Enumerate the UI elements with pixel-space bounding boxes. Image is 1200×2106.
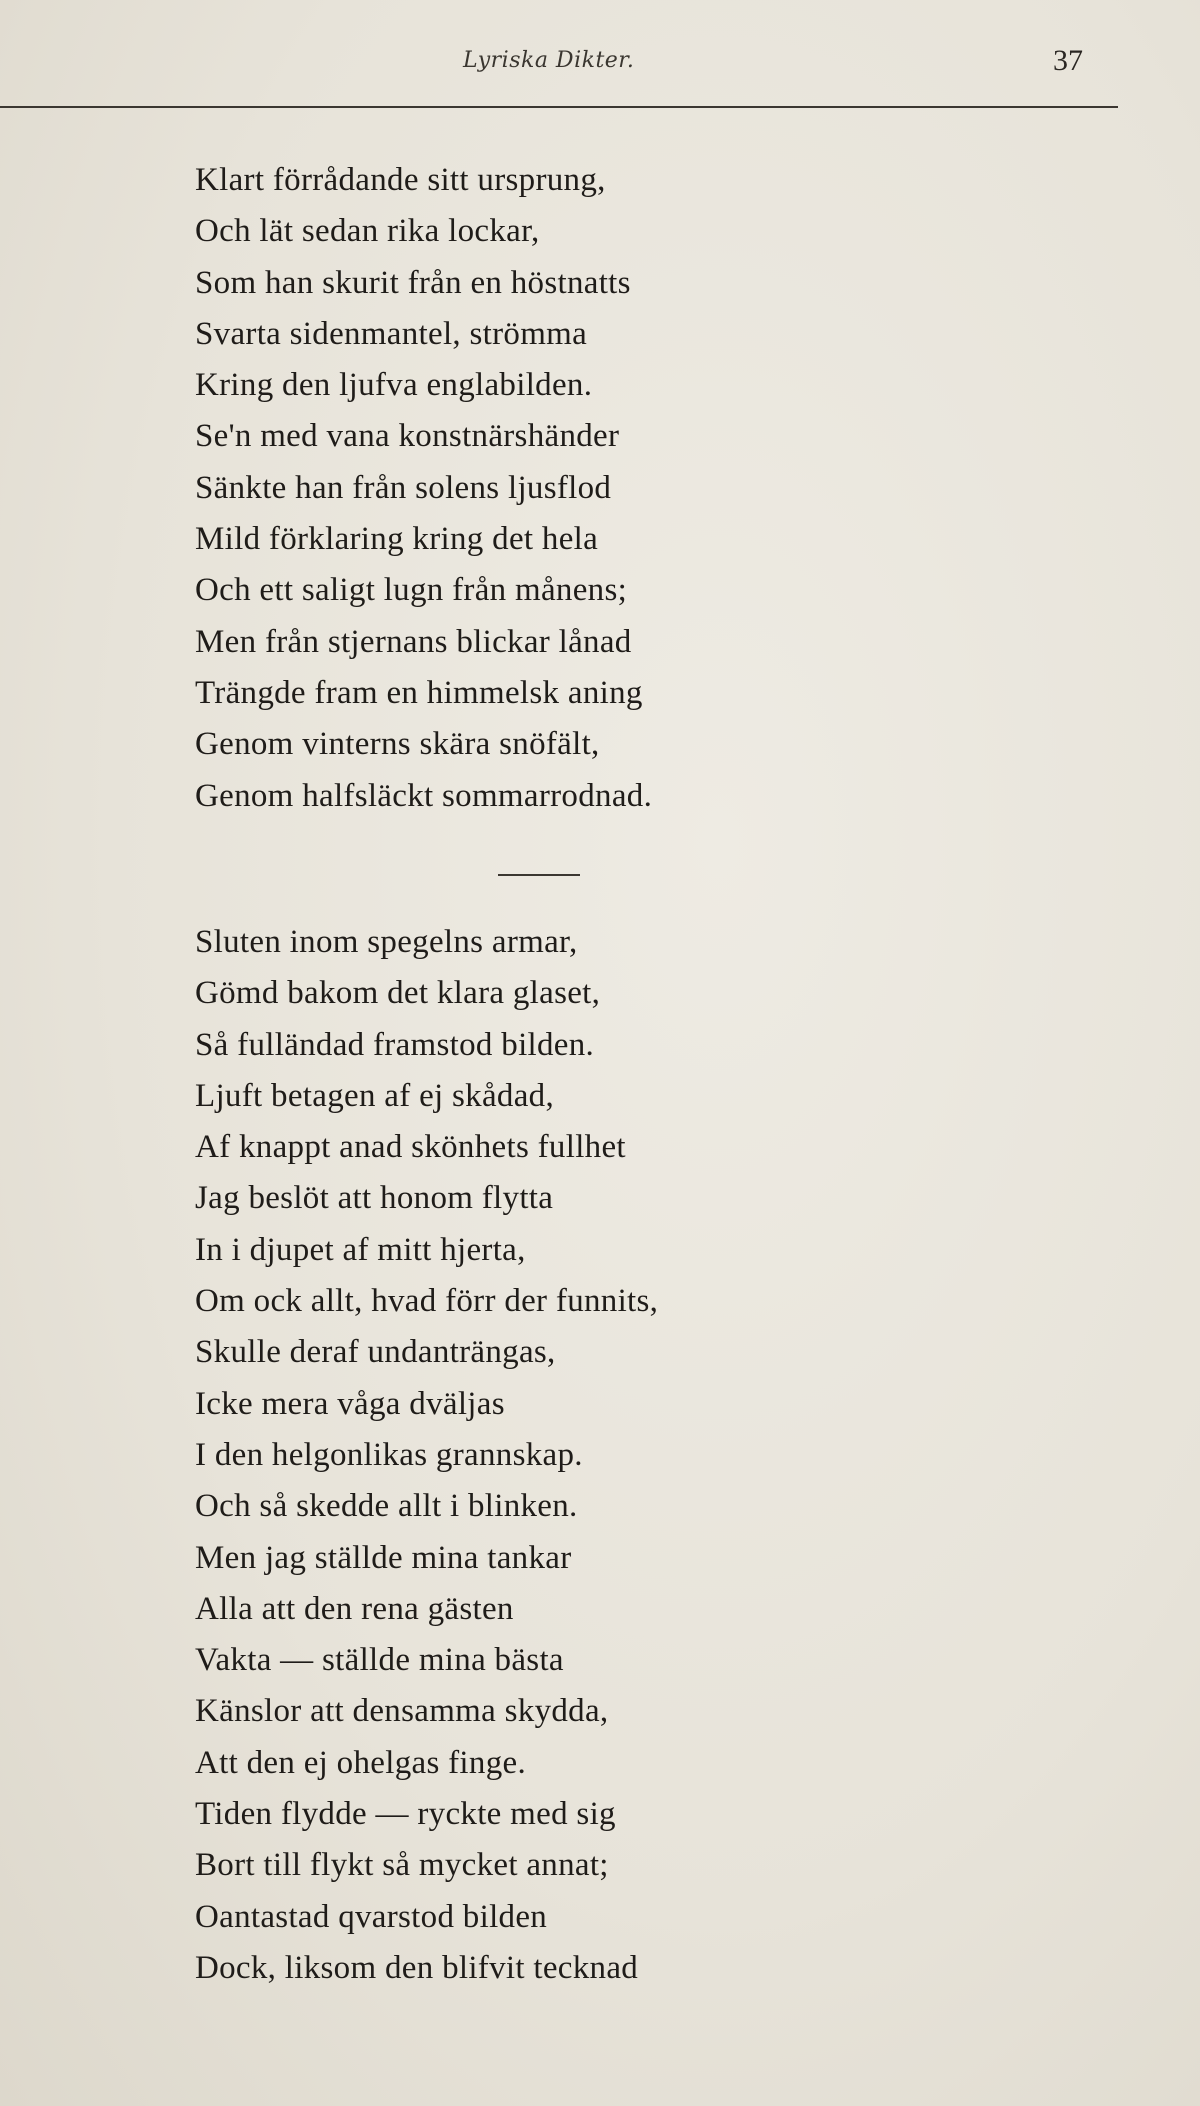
poem-line: Mild förklaring kring det hela bbox=[195, 521, 599, 558]
poem-line: Så fulländad framstod bilden. bbox=[195, 1026, 595, 1063]
poem-line: Gömd bakom det klara glaset, bbox=[195, 975, 601, 1012]
poem-line: Alla att den rena gästen bbox=[195, 1590, 514, 1627]
poem-line: Trängde fram en himmelsk aning bbox=[195, 674, 643, 711]
poem-line: Dock, liksom den blifvit tecknad bbox=[195, 1949, 639, 1986]
poem-stanza-2 bbox=[195, 917, 658, 1994]
poem-line: Genom vinterns skära snöfält, bbox=[195, 726, 600, 763]
poem-line: Ljuft betagen af ej skådad, bbox=[195, 1077, 555, 1114]
page-number: 37 bbox=[1053, 44, 1083, 77]
poem-line: Bort till flykt så mycket annat; bbox=[195, 1847, 609, 1884]
poem-line: Jag beslöt att honom flytta bbox=[195, 1180, 554, 1217]
poem-line: Svarta sidenmantel, strömma bbox=[195, 315, 588, 352]
poem-line: Om ock allt, hvad förr der funnits, bbox=[195, 1283, 659, 1320]
header-rule bbox=[0, 106, 1118, 108]
poem-line: Vakta — ställde mina bästa bbox=[195, 1642, 564, 1679]
poem-line: Och lät sedan rika lockar, bbox=[195, 213, 540, 250]
poem-line: Skulle deraf undanträngas, bbox=[195, 1334, 556, 1371]
poem-line: In i djupet af mitt hjerta, bbox=[195, 1231, 526, 1268]
poem-line: Kring den ljufva englabilden. bbox=[195, 367, 593, 404]
running-title: Lyriska Dikter. bbox=[463, 48, 635, 73]
poem-line: Klart förrådande sitt ursprung, bbox=[195, 162, 606, 198]
poem-line: Oantastad qvarstod bilden bbox=[195, 1898, 548, 1935]
poem-line: Men jag ställde mina tankar bbox=[195, 1539, 572, 1576]
poem-line: Men från stjernans blickar lånad bbox=[195, 623, 632, 660]
poem-line: Genom halfsläckt sommarrodnad. bbox=[195, 777, 653, 814]
poem-line: Känslor att densamma skydda, bbox=[195, 1693, 609, 1730]
poem-line: Och ett saligt lugn från månens; bbox=[195, 572, 628, 609]
poem-line: Se'n med vana konstnärshänder bbox=[195, 418, 620, 455]
poem-line: Sänkte han från solens ljusflod bbox=[195, 469, 612, 506]
poem-line: Sluten inom spegelns armar, bbox=[195, 924, 578, 960]
poem-line: Att den ej ohelgas finge. bbox=[195, 1744, 526, 1781]
section-divider bbox=[498, 874, 580, 876]
poem-line: Af knappt anad skönhets fullhet bbox=[195, 1129, 626, 1166]
poem-line: Tiden flydde — ryckte med sig bbox=[195, 1796, 616, 1833]
poem-line: I den helgonlikas grannskap. bbox=[195, 1436, 583, 1473]
poem-line: Och så skedde allt i blinken. bbox=[195, 1488, 578, 1525]
poem-line: Som han skurit från en höstnatts bbox=[195, 264, 631, 301]
poem-stanza-1 bbox=[195, 155, 652, 822]
poem-line: Icke mera våga dväljas bbox=[195, 1385, 505, 1422]
